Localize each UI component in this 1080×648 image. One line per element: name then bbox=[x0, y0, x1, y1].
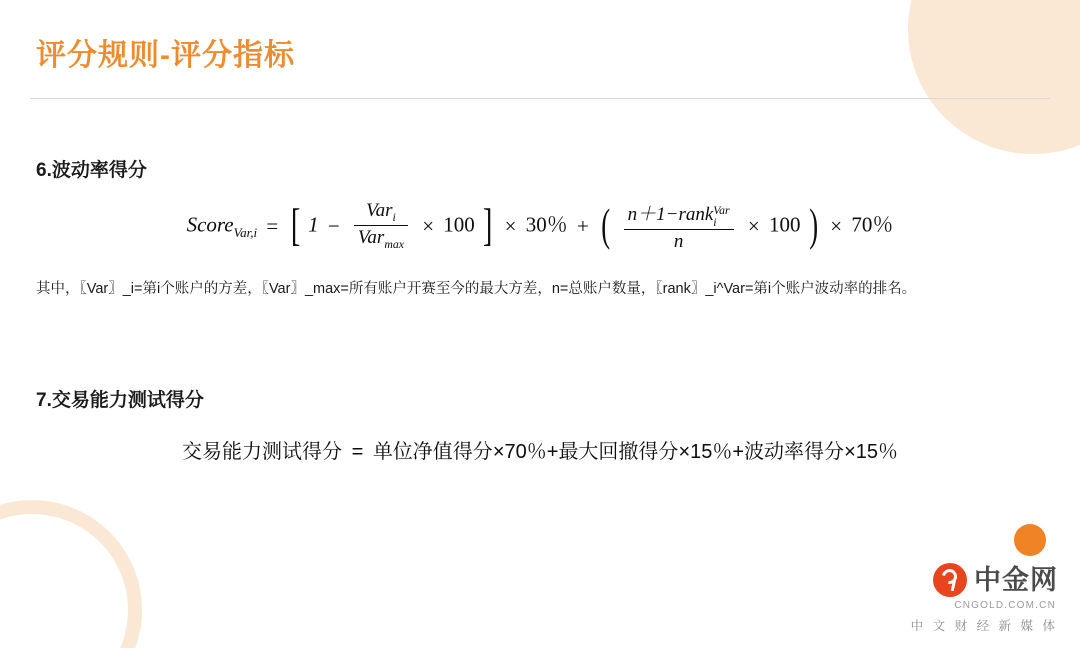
formula-equals: = bbox=[266, 214, 279, 239]
trading-term-1: 单位净值得分 bbox=[372, 441, 493, 463]
watermark-logo bbox=[911, 563, 1058, 634]
formula-times-2: × bbox=[504, 214, 517, 239]
left-paren: ( bbox=[601, 199, 611, 251]
formula-one: 1 bbox=[308, 212, 319, 237]
formula-percent-30: 30％ bbox=[525, 212, 568, 237]
denominator-var: Var bbox=[357, 227, 385, 249]
title-divider bbox=[30, 98, 1050, 99]
formula-hundred-2: 100 bbox=[768, 212, 801, 237]
left-bracket: [ bbox=[290, 199, 300, 251]
trading-percent-3: 15％ bbox=[855, 441, 898, 463]
trading-lhs: 交易能力测试得分 bbox=[182, 441, 342, 463]
trading-equals: = bbox=[351, 441, 364, 464]
fraction-numerator bbox=[354, 200, 408, 227]
rank-subscript: i bbox=[713, 215, 717, 229]
logo-name: 中金网 bbox=[974, 564, 1058, 595]
logo-row bbox=[911, 563, 1058, 597]
variance-fraction bbox=[354, 200, 408, 253]
trading-times-3: × bbox=[844, 441, 856, 463]
decorative-circle-top-right bbox=[908, 0, 1080, 154]
formula-lhs: Score bbox=[186, 212, 234, 237]
section-heading-trading-ability: 7.交易能力测试得分 bbox=[36, 390, 204, 411]
decorative-ring-bottom-left bbox=[0, 500, 142, 648]
rank-sub-sup bbox=[713, 205, 729, 229]
rank-denominator-n: n bbox=[673, 230, 684, 252]
decorative-dot bbox=[1014, 524, 1046, 556]
logo-tagline: 中 文 财 经 新 媒 体 bbox=[910, 619, 1058, 633]
formula-lhs-subscript: Var,i bbox=[233, 224, 258, 240]
trading-term-2: 最大回撤得分 bbox=[558, 441, 679, 463]
trading-percent-2: 15％ bbox=[690, 441, 733, 463]
rank-numerator bbox=[624, 199, 734, 230]
rank-denominator bbox=[624, 230, 734, 253]
formula-note-volatility: 其中，〖Var〗_i=第i个账户的方差，〖Var〗_max=所有账户开赛至今的最大方差，n=总账户数量，〖rank〗_i^Var=第i个账户波动率的排名。 bbox=[36, 281, 917, 297]
formula-plus: + bbox=[576, 214, 589, 239]
formula-times-4: × bbox=[830, 214, 843, 239]
rank-fraction bbox=[624, 199, 734, 253]
numerator-var: Var bbox=[366, 199, 393, 221]
trading-term-3: 波动率得分 bbox=[744, 441, 845, 463]
denominator-subscript: max bbox=[384, 238, 404, 252]
page-title: 评分规则-评分指标 bbox=[36, 39, 295, 72]
numerator-subscript: i bbox=[392, 210, 396, 224]
formula-hundred-1: 100 bbox=[443, 212, 475, 237]
right-paren: ) bbox=[808, 199, 818, 251]
formula-times-3: × bbox=[747, 214, 760, 239]
trading-times-1: × bbox=[492, 441, 505, 463]
cngold-logo-icon bbox=[933, 563, 967, 597]
trading-times-2: × bbox=[678, 441, 691, 463]
section-heading-volatility: 6.波动率得分 bbox=[36, 160, 147, 181]
trading-plus-2: + bbox=[732, 441, 745, 463]
formula-volatility-score bbox=[0, 200, 1080, 254]
rank-superscript: Var bbox=[713, 203, 730, 217]
right-bracket: ] bbox=[482, 199, 493, 251]
trading-plus-1: + bbox=[546, 441, 559, 463]
logo-url: CNGOLD.COM.CN bbox=[954, 600, 1056, 611]
formula-trading-ability-score bbox=[0, 435, 1080, 464]
rank-numerator-expr: n＋1−rank bbox=[627, 204, 714, 225]
formula-minus: − bbox=[327, 214, 340, 239]
trading-percent-1: 70％ bbox=[504, 441, 547, 463]
fraction-denominator bbox=[354, 226, 408, 252]
formula-times-1: × bbox=[422, 214, 435, 239]
formula-percent-70: 70％ bbox=[851, 212, 894, 237]
